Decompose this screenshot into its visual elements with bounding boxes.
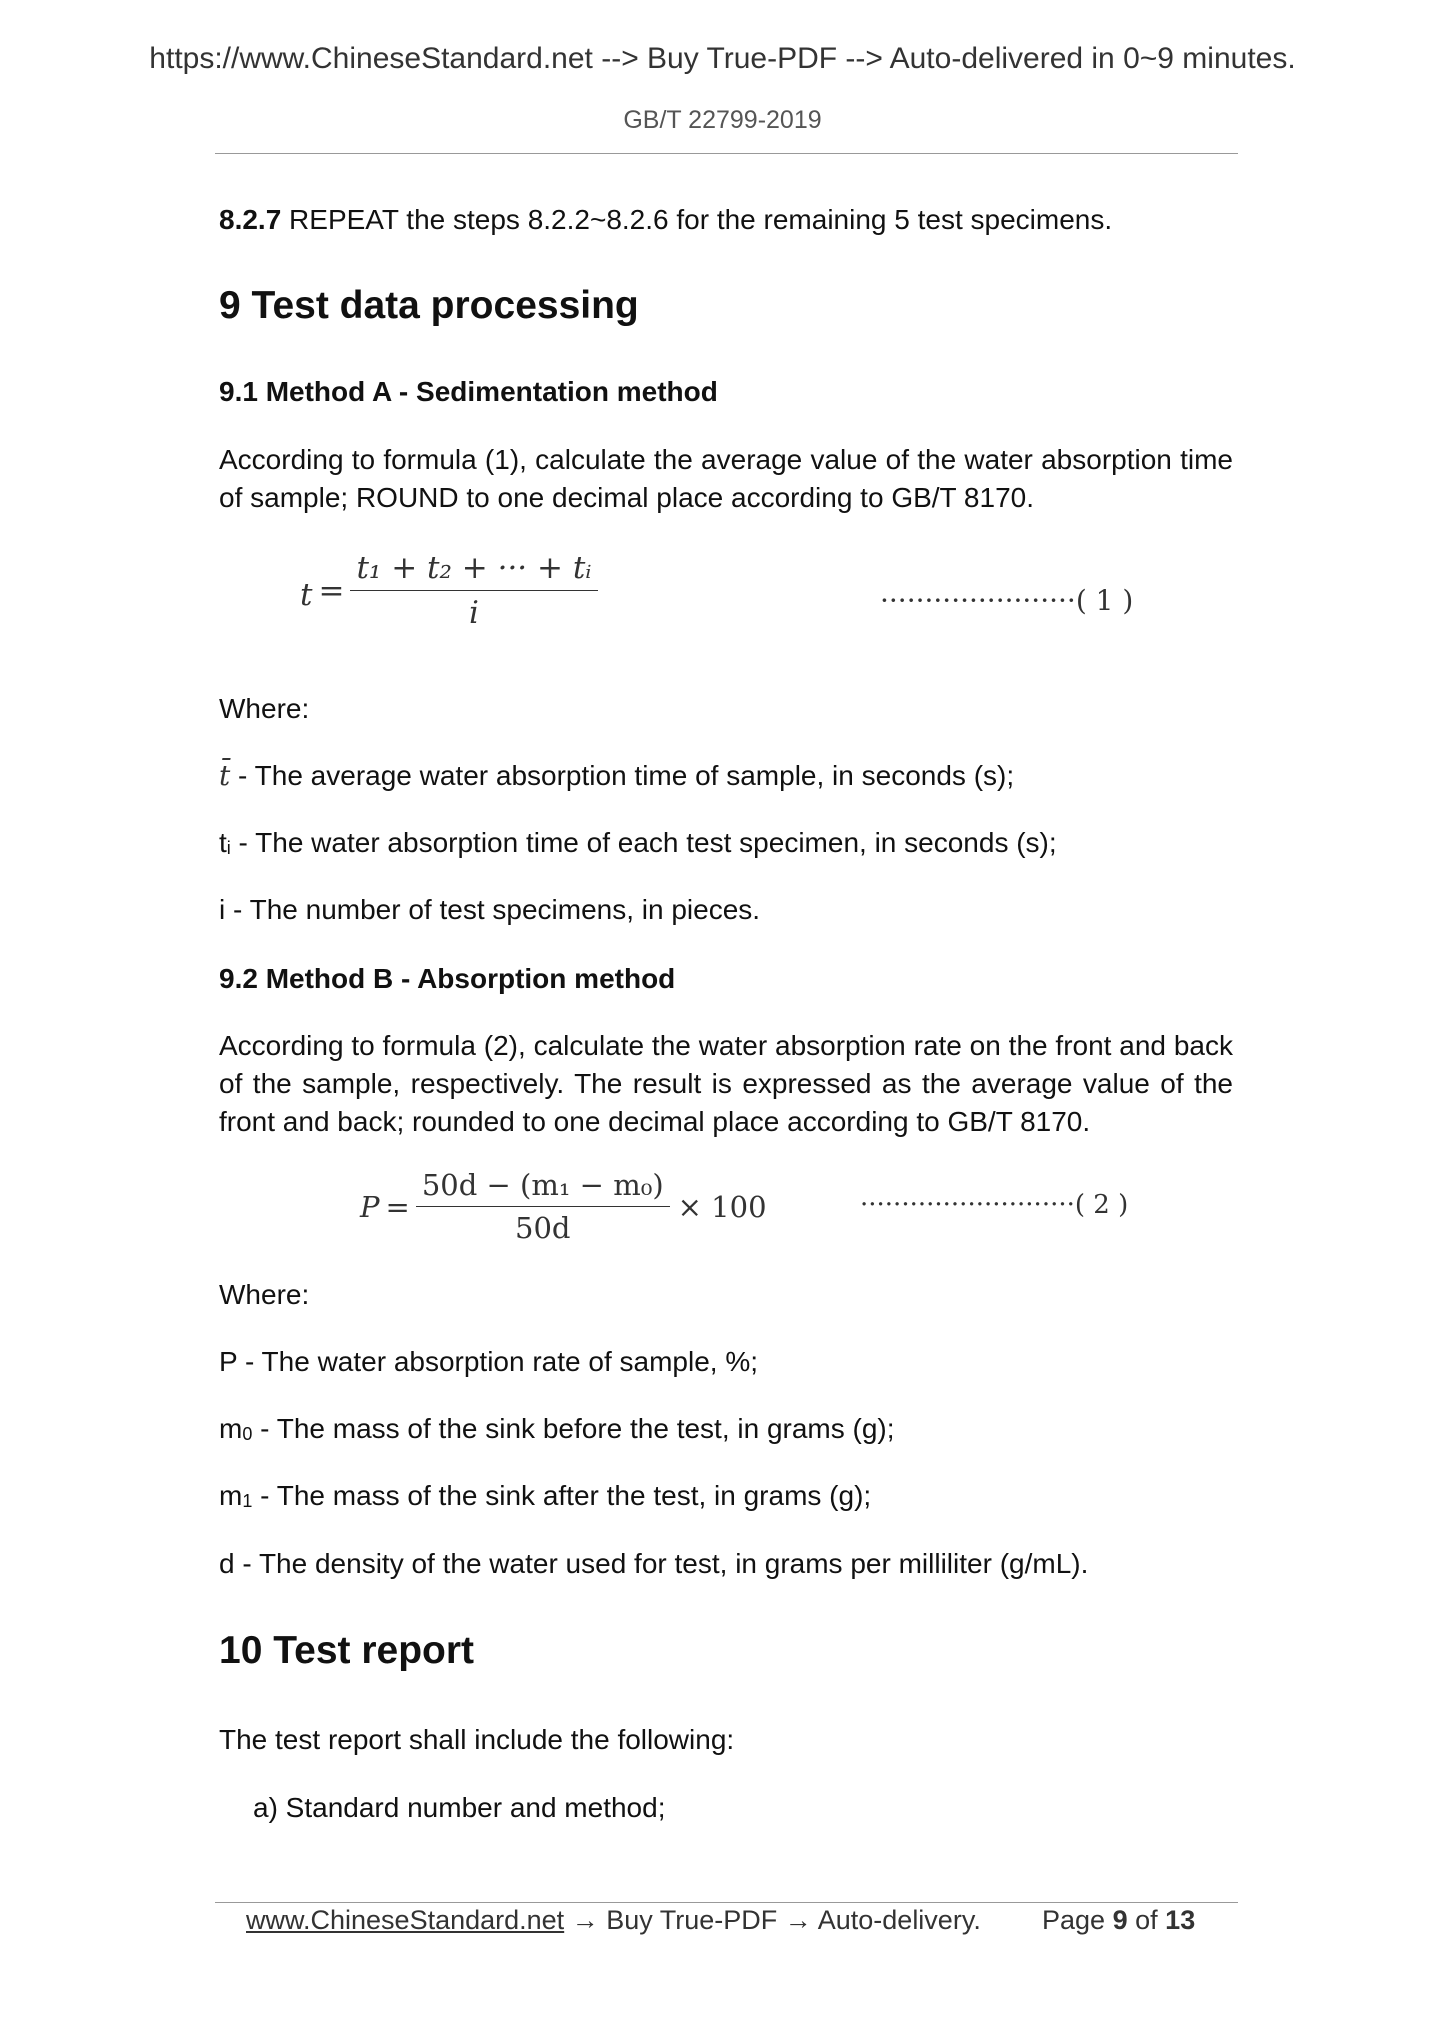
formula-1-equals: =	[318, 572, 345, 609]
of-label: of	[1135, 1905, 1158, 1935]
formula-2-leader	[860, 1190, 1128, 1220]
page-total: 13	[1165, 1905, 1196, 1935]
symbol-m: m	[219, 1480, 243, 1511]
formula-2-denominator: 50d	[515, 1211, 571, 1245]
section-9-2-text: According to formula (2), calculate the water absorption rate on the front and back of the sample, respectively. The result is expressed as the average value of the front and back; rounded to one decimal place according to GB/T 8170.	[219, 1030, 1233, 1137]
formula-2-lhs: P	[360, 1189, 380, 1224]
symbol-m: m	[219, 1413, 243, 1444]
symbol-subscript: 1	[242, 1491, 253, 1511]
clause-number: 8.2.7	[219, 204, 282, 235]
definition-ti	[219, 824, 1233, 867]
formula-2-number: ( 2 )	[1074, 1190, 1129, 1220]
definition-i: i - The number of test specimens, in pieces.	[219, 894, 761, 925]
document-code: GB/T 22799-2019	[623, 106, 822, 134]
definition-text: - The water absorption time of each test specimen, in seconds (s);	[230, 827, 1057, 858]
page-label: Page	[1042, 1905, 1106, 1935]
formula-1-leader	[880, 584, 1133, 617]
symbol-subscript: i	[226, 838, 231, 858]
definition-P: P - The water absorption rate of sample, %;	[219, 1346, 759, 1377]
definition-text: - The mass of the sink after the test, in grams (g);	[252, 1480, 872, 1511]
formula-1-numerator: t₁ + t₂ + ··· + tᵢ	[356, 550, 592, 586]
definition-m0	[219, 1410, 1233, 1453]
definition-text: - The average water absorption time of sample, in seconds (s);	[230, 760, 1015, 791]
symbol-t-bar: t̄	[219, 759, 231, 792]
formula-1-fraction	[350, 550, 597, 631]
symbol-subscript: 0	[242, 1424, 253, 1444]
section-9-1-title: 9.1 Method A - Sedimentation method	[219, 376, 718, 407]
header-divider	[215, 153, 1238, 154]
formula-1-dots: ······················	[880, 584, 1076, 617]
formula-1-lhs: t	[300, 576, 313, 613]
report-item-a: a) Standard number and method;	[253, 1792, 666, 1823]
formula-2-equals: =	[385, 1189, 410, 1224]
section-9-title: 9 Test data processing	[219, 284, 639, 327]
section-10-title: 10 Test report	[219, 1629, 475, 1672]
definition-d: d - The density of the water used for test, in grams per milliliter (g/mL).	[219, 1548, 1089, 1579]
footer-promo-text: → Buy True-PDF → Auto-delivery.	[564, 1905, 981, 1935]
definition-m1	[219, 1477, 1233, 1520]
clause-text: REPEAT the steps 8.2.2~8.2.6 for the remaining 5 test specimens.	[281, 204, 1113, 235]
formula-2	[360, 1168, 767, 1245]
symbol-t: t	[219, 827, 227, 858]
page-number: 9	[1112, 1905, 1128, 1935]
formula-2-dots: ··························	[860, 1190, 1075, 1220]
formula-1-denominator: i	[469, 595, 479, 631]
formula-2-fraction	[416, 1168, 670, 1245]
section-9-1-text: According to formula (1), calculate the average value of the water absorption time of sample; ROUND to one decimal place according to GB/T 8170.	[219, 444, 1233, 513]
formula-2-multiplier: × 100	[677, 1189, 767, 1224]
definition-text: - The mass of the sink before the test, in grams (g);	[252, 1413, 895, 1444]
formula-1	[300, 550, 598, 631]
where-label-1: Where:	[219, 693, 310, 724]
footer-promo	[246, 1905, 981, 1936]
footer-link[interactable]: www.ChineseStandard.net	[246, 1905, 565, 1935]
footer-divider	[215, 1902, 1238, 1903]
section-9-2-title: 9.2 Method B - Absorption method	[219, 963, 676, 994]
section-10-intro: The test report shall include the following:	[219, 1724, 735, 1755]
formula-1-number: ( 1 )	[1075, 584, 1134, 617]
page-indicator	[1042, 1905, 1195, 1936]
definition-t-bar	[219, 757, 1233, 795]
clause-8-2-7	[219, 201, 1233, 239]
where-label-2: Where:	[219, 1279, 310, 1310]
formula-2-numerator: 50d − (m₁ − m₀)	[421, 1168, 664, 1202]
header-banner: https://www.ChineseStandard.net --> Buy True-PDF --> Auto-delivered in 0~9 minutes.	[149, 42, 1296, 75]
